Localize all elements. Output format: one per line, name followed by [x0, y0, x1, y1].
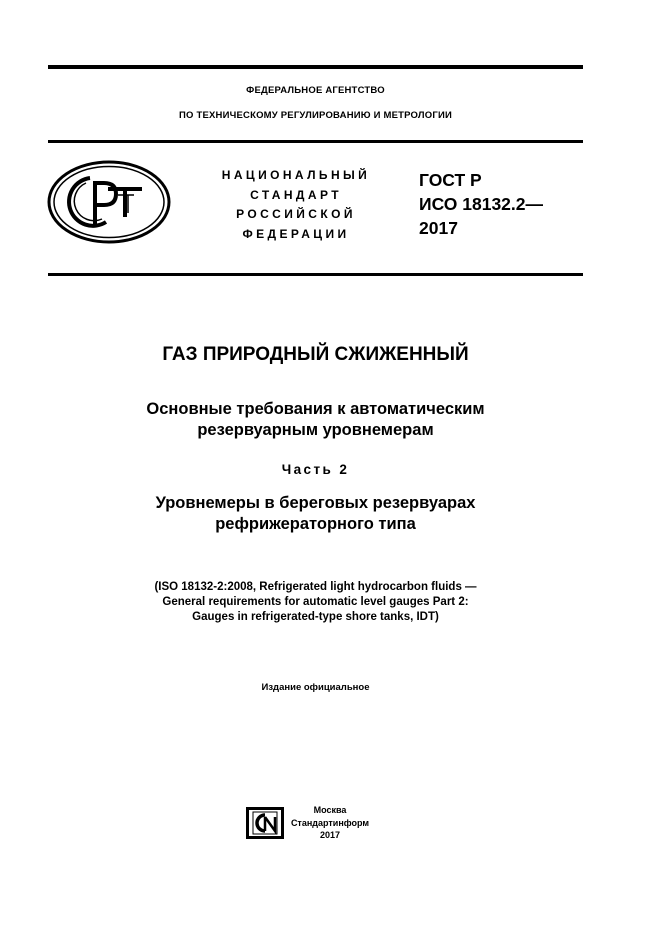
iso-reference-line-1: (ISO 18132-2:2008, Refrigerated light hydrocarbon fluids —	[154, 581, 477, 593]
gost-designation	[419, 168, 543, 240]
national-standard-label	[198, 166, 394, 244]
publisher-year: 2017	[319, 830, 341, 840]
iso-reference	[48, 580, 583, 625]
gost-line-2: ИСО 18132.2—	[419, 194, 544, 214]
iso-reference-line-3: Gauges in refrigerated-type shore tanks, IDT)	[192, 611, 439, 623]
standartinform-logo-icon	[245, 806, 285, 840]
part-title-line-1: Уровнемеры в береговых резервуарах	[155, 494, 476, 512]
main-title: ГАЗ ПРИРОДНЫЙ СЖИЖЕННЫЙ	[162, 344, 469, 365]
header-rule	[48, 140, 583, 143]
subtitle-line-2: резервуарным уровнемерам	[197, 421, 434, 439]
part-label: Часть 2	[281, 462, 350, 477]
rst-certification-mark-icon	[46, 159, 172, 245]
block-rule	[48, 273, 583, 276]
natstd-line-1: НАЦИОНАЛЬНЫЙ	[221, 168, 371, 182]
agency-line-2: ПО ТЕХНИЧЕСКОМУ РЕГУЛИРОВАНИЮ И МЕТРОЛОГИИ	[179, 110, 452, 121]
top-rule	[48, 65, 583, 69]
publisher-info	[290, 804, 370, 842]
natstd-line-2: СТАНДАРТ	[250, 187, 342, 202]
gost-line-3: 2017	[419, 218, 458, 238]
iso-reference-line-2: General requirements for automatic level gauges Part 2:	[162, 596, 469, 608]
natstd-line-4: ФЕДЕРАЦИИ	[242, 226, 350, 241]
gost-line-1: ГОСТ Р	[419, 170, 482, 190]
publisher-name: Стандартинформ	[290, 817, 370, 828]
agency-line-1: ФЕДЕРАЛЬНОЕ АГЕНТСТВО	[246, 85, 385, 96]
subtitle	[48, 399, 583, 441]
subtitle-line-1: Основные требования к автоматическим	[146, 400, 485, 418]
publisher-city: Москва	[313, 805, 347, 815]
part-title-line-2: рефрижераторного типа	[215, 515, 416, 533]
part-title	[48, 493, 583, 535]
edition-label: Издание официальное	[261, 682, 370, 693]
natstd-line-3: РОССИЙСКОЙ	[236, 207, 356, 221]
